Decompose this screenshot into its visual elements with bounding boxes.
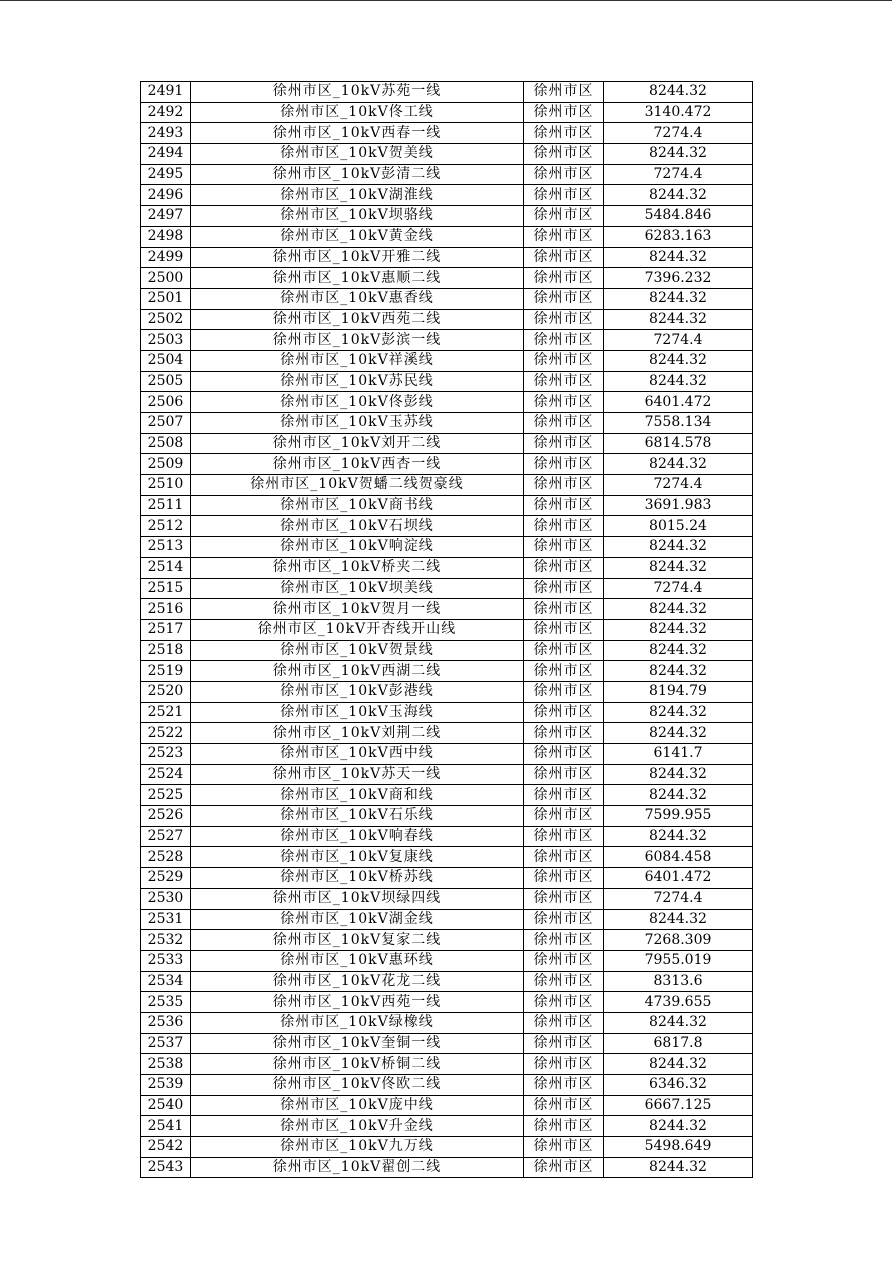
- row-id-cell: 2494: [141, 144, 191, 165]
- value-cell: 8244.32: [604, 454, 753, 475]
- row-id-cell: 2537: [141, 1033, 191, 1054]
- table-row: [141, 971, 753, 992]
- row-id-cell: 2529: [141, 868, 191, 889]
- value-cell: 7955.019: [604, 950, 753, 971]
- line-name-cell: 徐州市区_10kV绿橡线: [191, 1012, 524, 1033]
- line-name-cell: 徐州市区_10kV湖淮线: [191, 185, 524, 206]
- table-row: [141, 992, 753, 1013]
- row-id-cell: 2515: [141, 578, 191, 599]
- table-row: [141, 578, 753, 599]
- line-name-cell: 徐州市区_10kV玉海线: [191, 702, 524, 723]
- table-row: [141, 350, 753, 371]
- line-name-cell: 徐州市区_10kV彭港线: [191, 681, 524, 702]
- line-name-cell: 徐州市区_10kV响春线: [191, 826, 524, 847]
- value-cell: 7268.309: [604, 930, 753, 951]
- line-name-cell: 徐州市区_10kV石坝线: [191, 516, 524, 537]
- value-cell: 6667.125: [604, 1095, 753, 1116]
- table-row: [141, 537, 753, 558]
- page-top-border: [0, 0, 892, 1]
- area-cell: 徐州市区: [524, 495, 604, 516]
- row-id-cell: 2503: [141, 330, 191, 351]
- table-row: [141, 475, 753, 496]
- line-name-cell: 徐州市区_10kV坝绿四线: [191, 888, 524, 909]
- row-id-cell: 2514: [141, 557, 191, 578]
- value-cell: 5498.649: [604, 1137, 753, 1158]
- row-id-cell: 2540: [141, 1095, 191, 1116]
- value-cell: 8244.32: [604, 640, 753, 661]
- area-cell: 徐州市区: [524, 806, 604, 827]
- line-name-cell: 徐州市区_10kV苏天一线: [191, 764, 524, 785]
- line-name-cell: 徐州市区_10kV佟欧二线: [191, 1075, 524, 1096]
- row-id-cell: 2519: [141, 661, 191, 682]
- row-id-cell: 2542: [141, 1137, 191, 1158]
- line-name-cell: 徐州市区_10kV苏苑一线: [191, 82, 524, 103]
- area-cell: 徐州市区: [524, 785, 604, 806]
- value-cell: 8244.32: [604, 144, 753, 165]
- table-row: [141, 702, 753, 723]
- line-name-cell: 徐州市区_10kV黄金线: [191, 226, 524, 247]
- row-id-cell: 2534: [141, 971, 191, 992]
- area-cell: 徐州市区: [524, 433, 604, 454]
- line-name-cell: 徐州市区_10kV商书线: [191, 495, 524, 516]
- line-name-cell: 徐州市区_10kV西杏一线: [191, 454, 524, 475]
- area-cell: 徐州市区: [524, 992, 604, 1013]
- table-row: [141, 661, 753, 682]
- table-row: [141, 226, 753, 247]
- table-row: [141, 185, 753, 206]
- row-id-cell: 2506: [141, 392, 191, 413]
- value-cell: 8244.32: [604, 371, 753, 392]
- value-cell: 6141.7: [604, 744, 753, 765]
- area-cell: 徐州市区: [524, 661, 604, 682]
- row-id-cell: 2513: [141, 537, 191, 558]
- table-row: [141, 806, 753, 827]
- area-cell: 徐州市区: [524, 847, 604, 868]
- table-row: [141, 723, 753, 744]
- row-id-cell: 2509: [141, 454, 191, 475]
- value-cell: 6401.472: [604, 868, 753, 889]
- value-cell: 6346.32: [604, 1075, 753, 1096]
- table-row: [141, 102, 753, 123]
- value-cell: 7274.4: [604, 475, 753, 496]
- row-id-cell: 2530: [141, 888, 191, 909]
- area-cell: 徐州市区: [524, 247, 604, 268]
- row-id-cell: 2538: [141, 1054, 191, 1075]
- area-cell: 徐州市区: [524, 309, 604, 330]
- area-cell: 徐州市区: [524, 640, 604, 661]
- area-cell: 徐州市区: [524, 557, 604, 578]
- table-row: [141, 371, 753, 392]
- area-cell: 徐州市区: [524, 723, 604, 744]
- line-name-cell: 徐州市区_10kV湖金线: [191, 909, 524, 930]
- table-row: [141, 454, 753, 475]
- row-id-cell: 2517: [141, 619, 191, 640]
- area-cell: 徐州市区: [524, 826, 604, 847]
- table-row: [141, 1033, 753, 1054]
- value-cell: 8244.32: [604, 599, 753, 620]
- area-cell: 徐州市区: [524, 206, 604, 227]
- table-row: [141, 826, 753, 847]
- area-cell: 徐州市区: [524, 516, 604, 537]
- row-id-cell: 2520: [141, 681, 191, 702]
- line-name-cell: 徐州市区_10kV翟创二线: [191, 1157, 524, 1178]
- value-cell: 8244.32: [604, 1054, 753, 1075]
- value-cell: 8244.32: [604, 764, 753, 785]
- row-id-cell: 2531: [141, 909, 191, 930]
- value-cell: 8244.32: [604, 309, 753, 330]
- value-cell: 8244.32: [604, 619, 753, 640]
- value-cell: 8015.24: [604, 516, 753, 537]
- table-row: [141, 206, 753, 227]
- row-id-cell: 2508: [141, 433, 191, 454]
- table-row: [141, 1095, 753, 1116]
- area-cell: 徐州市区: [524, 454, 604, 475]
- value-cell: 6283.163: [604, 226, 753, 247]
- table-row: [141, 247, 753, 268]
- line-name-cell: 徐州市区_10kV西湖二线: [191, 661, 524, 682]
- row-id-cell: 2535: [141, 992, 191, 1013]
- line-name-cell: 徐州市区_10kV桥苏线: [191, 868, 524, 889]
- data-table: [140, 81, 753, 1178]
- table-row: [141, 82, 753, 103]
- area-cell: 徐州市区: [524, 1116, 604, 1137]
- table-row: [141, 640, 753, 661]
- area-cell: 徐州市区: [524, 971, 604, 992]
- area-cell: 徐州市区: [524, 599, 604, 620]
- area-cell: 徐州市区: [524, 185, 604, 206]
- line-name-cell: 徐州市区_10kV西苑一线: [191, 992, 524, 1013]
- value-cell: 8244.32: [604, 557, 753, 578]
- row-id-cell: 2539: [141, 1075, 191, 1096]
- area-cell: 徐州市区: [524, 1157, 604, 1178]
- table-row: [141, 268, 753, 289]
- value-cell: 8244.32: [604, 82, 753, 103]
- table-row: [141, 164, 753, 185]
- table-row: [141, 1054, 753, 1075]
- table-row: [141, 309, 753, 330]
- row-id-cell: 2516: [141, 599, 191, 620]
- line-name-cell: 徐州市区_10kV惠香线: [191, 288, 524, 309]
- row-id-cell: 2512: [141, 516, 191, 537]
- value-cell: 6814.578: [604, 433, 753, 454]
- value-cell: 8244.32: [604, 537, 753, 558]
- line-name-cell: 徐州市区_10kV庞中线: [191, 1095, 524, 1116]
- row-id-cell: 2523: [141, 744, 191, 765]
- line-name-cell: 徐州市区_10kV开杏线开山线: [191, 619, 524, 640]
- line-name-cell: 徐州市区_10kV九万线: [191, 1137, 524, 1158]
- line-name-cell: 徐州市区_10kV贺蟠二线贺豪线: [191, 475, 524, 496]
- area-cell: 徐州市区: [524, 909, 604, 930]
- row-id-cell: 2528: [141, 847, 191, 868]
- value-cell: 6401.472: [604, 392, 753, 413]
- line-name-cell: 徐州市区_10kV彭滨一线: [191, 330, 524, 351]
- area-cell: 徐州市区: [524, 413, 604, 434]
- table-row: [141, 599, 753, 620]
- area-cell: 徐州市区: [524, 764, 604, 785]
- value-cell: 8244.32: [604, 185, 753, 206]
- line-name-cell: 徐州市区_10kV惠环线: [191, 950, 524, 971]
- area-cell: 徐州市区: [524, 82, 604, 103]
- row-id-cell: 2499: [141, 247, 191, 268]
- value-cell: 7274.4: [604, 888, 753, 909]
- row-id-cell: 2541: [141, 1116, 191, 1137]
- value-cell: 8244.32: [604, 909, 753, 930]
- area-cell: 徐州市区: [524, 868, 604, 889]
- area-cell: 徐州市区: [524, 578, 604, 599]
- row-id-cell: 2511: [141, 495, 191, 516]
- table-row: [141, 681, 753, 702]
- row-id-cell: 2497: [141, 206, 191, 227]
- line-name-cell: 徐州市区_10kV西苑二线: [191, 309, 524, 330]
- value-cell: 7558.134: [604, 413, 753, 434]
- area-cell: 徐州市区: [524, 1095, 604, 1116]
- area-cell: 徐州市区: [524, 1137, 604, 1158]
- row-id-cell: 2492: [141, 102, 191, 123]
- table-row: [141, 557, 753, 578]
- area-cell: 徐州市区: [524, 123, 604, 144]
- line-name-cell: 徐州市区_10kV刘荆二线: [191, 723, 524, 744]
- row-id-cell: 2533: [141, 950, 191, 971]
- value-cell: 8244.32: [604, 702, 753, 723]
- area-cell: 徐州市区: [524, 475, 604, 496]
- line-name-cell: 徐州市区_10kV苏民线: [191, 371, 524, 392]
- table-row: [141, 1157, 753, 1178]
- value-cell: 3140.472: [604, 102, 753, 123]
- row-id-cell: 2518: [141, 640, 191, 661]
- row-id-cell: 2493: [141, 123, 191, 144]
- area-cell: 徐州市区: [524, 144, 604, 165]
- table-row: [141, 909, 753, 930]
- area-cell: 徐州市区: [524, 164, 604, 185]
- value-cell: 8313.6: [604, 971, 753, 992]
- area-cell: 徐州市区: [524, 744, 604, 765]
- table-row: [141, 330, 753, 351]
- area-cell: 徐州市区: [524, 330, 604, 351]
- line-name-cell: 徐州市区_10kV石乐线: [191, 806, 524, 827]
- table-row: [141, 868, 753, 889]
- row-id-cell: 2507: [141, 413, 191, 434]
- line-name-cell: 徐州市区_10kV惠顺二线: [191, 268, 524, 289]
- row-id-cell: 2524: [141, 764, 191, 785]
- area-cell: 徐州市区: [524, 226, 604, 247]
- value-cell: 7274.4: [604, 578, 753, 599]
- row-id-cell: 2495: [141, 164, 191, 185]
- value-cell: 8244.32: [604, 1116, 753, 1137]
- row-id-cell: 2500: [141, 268, 191, 289]
- area-cell: 徐州市区: [524, 1075, 604, 1096]
- line-name-cell: 徐州市区_10kV花龙二线: [191, 971, 524, 992]
- area-cell: 徐州市区: [524, 268, 604, 289]
- table-row: [141, 413, 753, 434]
- area-cell: 徐州市区: [524, 681, 604, 702]
- row-id-cell: 2510: [141, 475, 191, 496]
- table-body: [141, 82, 753, 1178]
- line-name-cell: 徐州市区_10kV刘开二线: [191, 433, 524, 454]
- row-id-cell: 2491: [141, 82, 191, 103]
- value-cell: 8244.32: [604, 661, 753, 682]
- value-cell: 7274.4: [604, 164, 753, 185]
- value-cell: 8244.32: [604, 785, 753, 806]
- table-row: [141, 930, 753, 951]
- table-row: [141, 619, 753, 640]
- area-cell: 徐州市区: [524, 288, 604, 309]
- line-name-cell: 徐州市区_10kV彭清二线: [191, 164, 524, 185]
- table-row: [141, 495, 753, 516]
- value-cell: 6817.8: [604, 1033, 753, 1054]
- table-row: [141, 847, 753, 868]
- table-row: [141, 1137, 753, 1158]
- row-id-cell: 2543: [141, 1157, 191, 1178]
- area-cell: 徐州市区: [524, 350, 604, 371]
- line-name-cell: 徐州市区_10kV响淀线: [191, 537, 524, 558]
- table-row: [141, 288, 753, 309]
- table-row: [141, 744, 753, 765]
- value-cell: 5484.846: [604, 206, 753, 227]
- line-name-cell: 徐州市区_10kV贺美线: [191, 144, 524, 165]
- value-cell: 8244.32: [604, 826, 753, 847]
- value-cell: 8244.32: [604, 350, 753, 371]
- row-id-cell: 2536: [141, 1012, 191, 1033]
- line-name-cell: 徐州市区_10kV贺景线: [191, 640, 524, 661]
- line-name-cell: 徐州市区_10kV升金线: [191, 1116, 524, 1137]
- row-id-cell: 2532: [141, 930, 191, 951]
- table-row: [141, 888, 753, 909]
- row-id-cell: 2527: [141, 826, 191, 847]
- line-name-cell: 徐州市区_10kV西中线: [191, 744, 524, 765]
- area-cell: 徐州市区: [524, 537, 604, 558]
- table-row: [141, 785, 753, 806]
- area-cell: 徐州市区: [524, 888, 604, 909]
- line-name-cell: 徐州市区_10kV坝骆线: [191, 206, 524, 227]
- line-name-cell: 徐州市区_10kV佟工线: [191, 102, 524, 123]
- line-name-cell: 徐州市区_10kV复家二线: [191, 930, 524, 951]
- line-name-cell: 徐州市区_10kV佟彭线: [191, 392, 524, 413]
- line-name-cell: 徐州市区_10kV祥溪线: [191, 350, 524, 371]
- area-cell: 徐州市区: [524, 619, 604, 640]
- row-id-cell: 2526: [141, 806, 191, 827]
- table-row: [141, 1012, 753, 1033]
- table-row: [141, 764, 753, 785]
- line-name-cell: 徐州市区_10kV奎铜一线: [191, 1033, 524, 1054]
- row-id-cell: 2501: [141, 288, 191, 309]
- line-name-cell: 徐州市区_10kV西春一线: [191, 123, 524, 144]
- row-id-cell: 2522: [141, 723, 191, 744]
- row-id-cell: 2504: [141, 350, 191, 371]
- area-cell: 徐州市区: [524, 950, 604, 971]
- value-cell: 8244.32: [604, 1157, 753, 1178]
- value-cell: 8244.32: [604, 1012, 753, 1033]
- row-id-cell: 2505: [141, 371, 191, 392]
- table-row: [141, 144, 753, 165]
- line-name-cell: 徐州市区_10kV坝美线: [191, 578, 524, 599]
- line-name-cell: 徐州市区_10kV玉苏线: [191, 413, 524, 434]
- table-row: [141, 1075, 753, 1096]
- table-row: [141, 950, 753, 971]
- value-cell: 8244.32: [604, 288, 753, 309]
- table-row: [141, 123, 753, 144]
- line-name-cell: 徐州市区_10kV桥铜二线: [191, 1054, 524, 1075]
- area-cell: 徐州市区: [524, 1054, 604, 1075]
- value-cell: 6084.458: [604, 847, 753, 868]
- line-name-cell: 徐州市区_10kV开雅二线: [191, 247, 524, 268]
- table-row: [141, 516, 753, 537]
- line-name-cell: 徐州市区_10kV贺月一线: [191, 599, 524, 620]
- table-row: [141, 1116, 753, 1137]
- table-row: [141, 433, 753, 454]
- area-cell: 徐州市区: [524, 1033, 604, 1054]
- line-name-cell: 徐州市区_10kV商和线: [191, 785, 524, 806]
- value-cell: 3691.983: [604, 495, 753, 516]
- value-cell: 7274.4: [604, 123, 753, 144]
- line-name-cell: 徐州市区_10kV桥夹二线: [191, 557, 524, 578]
- row-id-cell: 2502: [141, 309, 191, 330]
- area-cell: 徐州市区: [524, 392, 604, 413]
- area-cell: 徐州市区: [524, 102, 604, 123]
- area-cell: 徐州市区: [524, 702, 604, 723]
- area-cell: 徐州市区: [524, 930, 604, 951]
- line-name-cell: 徐州市区_10kV复康线: [191, 847, 524, 868]
- value-cell: 7599.955: [604, 806, 753, 827]
- row-id-cell: 2521: [141, 702, 191, 723]
- value-cell: 7274.4: [604, 330, 753, 351]
- value-cell: 8244.32: [604, 723, 753, 744]
- value-cell: 8244.32: [604, 247, 753, 268]
- value-cell: 4739.655: [604, 992, 753, 1013]
- row-id-cell: 2496: [141, 185, 191, 206]
- value-cell: 7396.232: [604, 268, 753, 289]
- table-row: [141, 392, 753, 413]
- row-id-cell: 2525: [141, 785, 191, 806]
- row-id-cell: 2498: [141, 226, 191, 247]
- area-cell: 徐州市区: [524, 371, 604, 392]
- value-cell: 8194.79: [604, 681, 753, 702]
- area-cell: 徐州市区: [524, 1012, 604, 1033]
